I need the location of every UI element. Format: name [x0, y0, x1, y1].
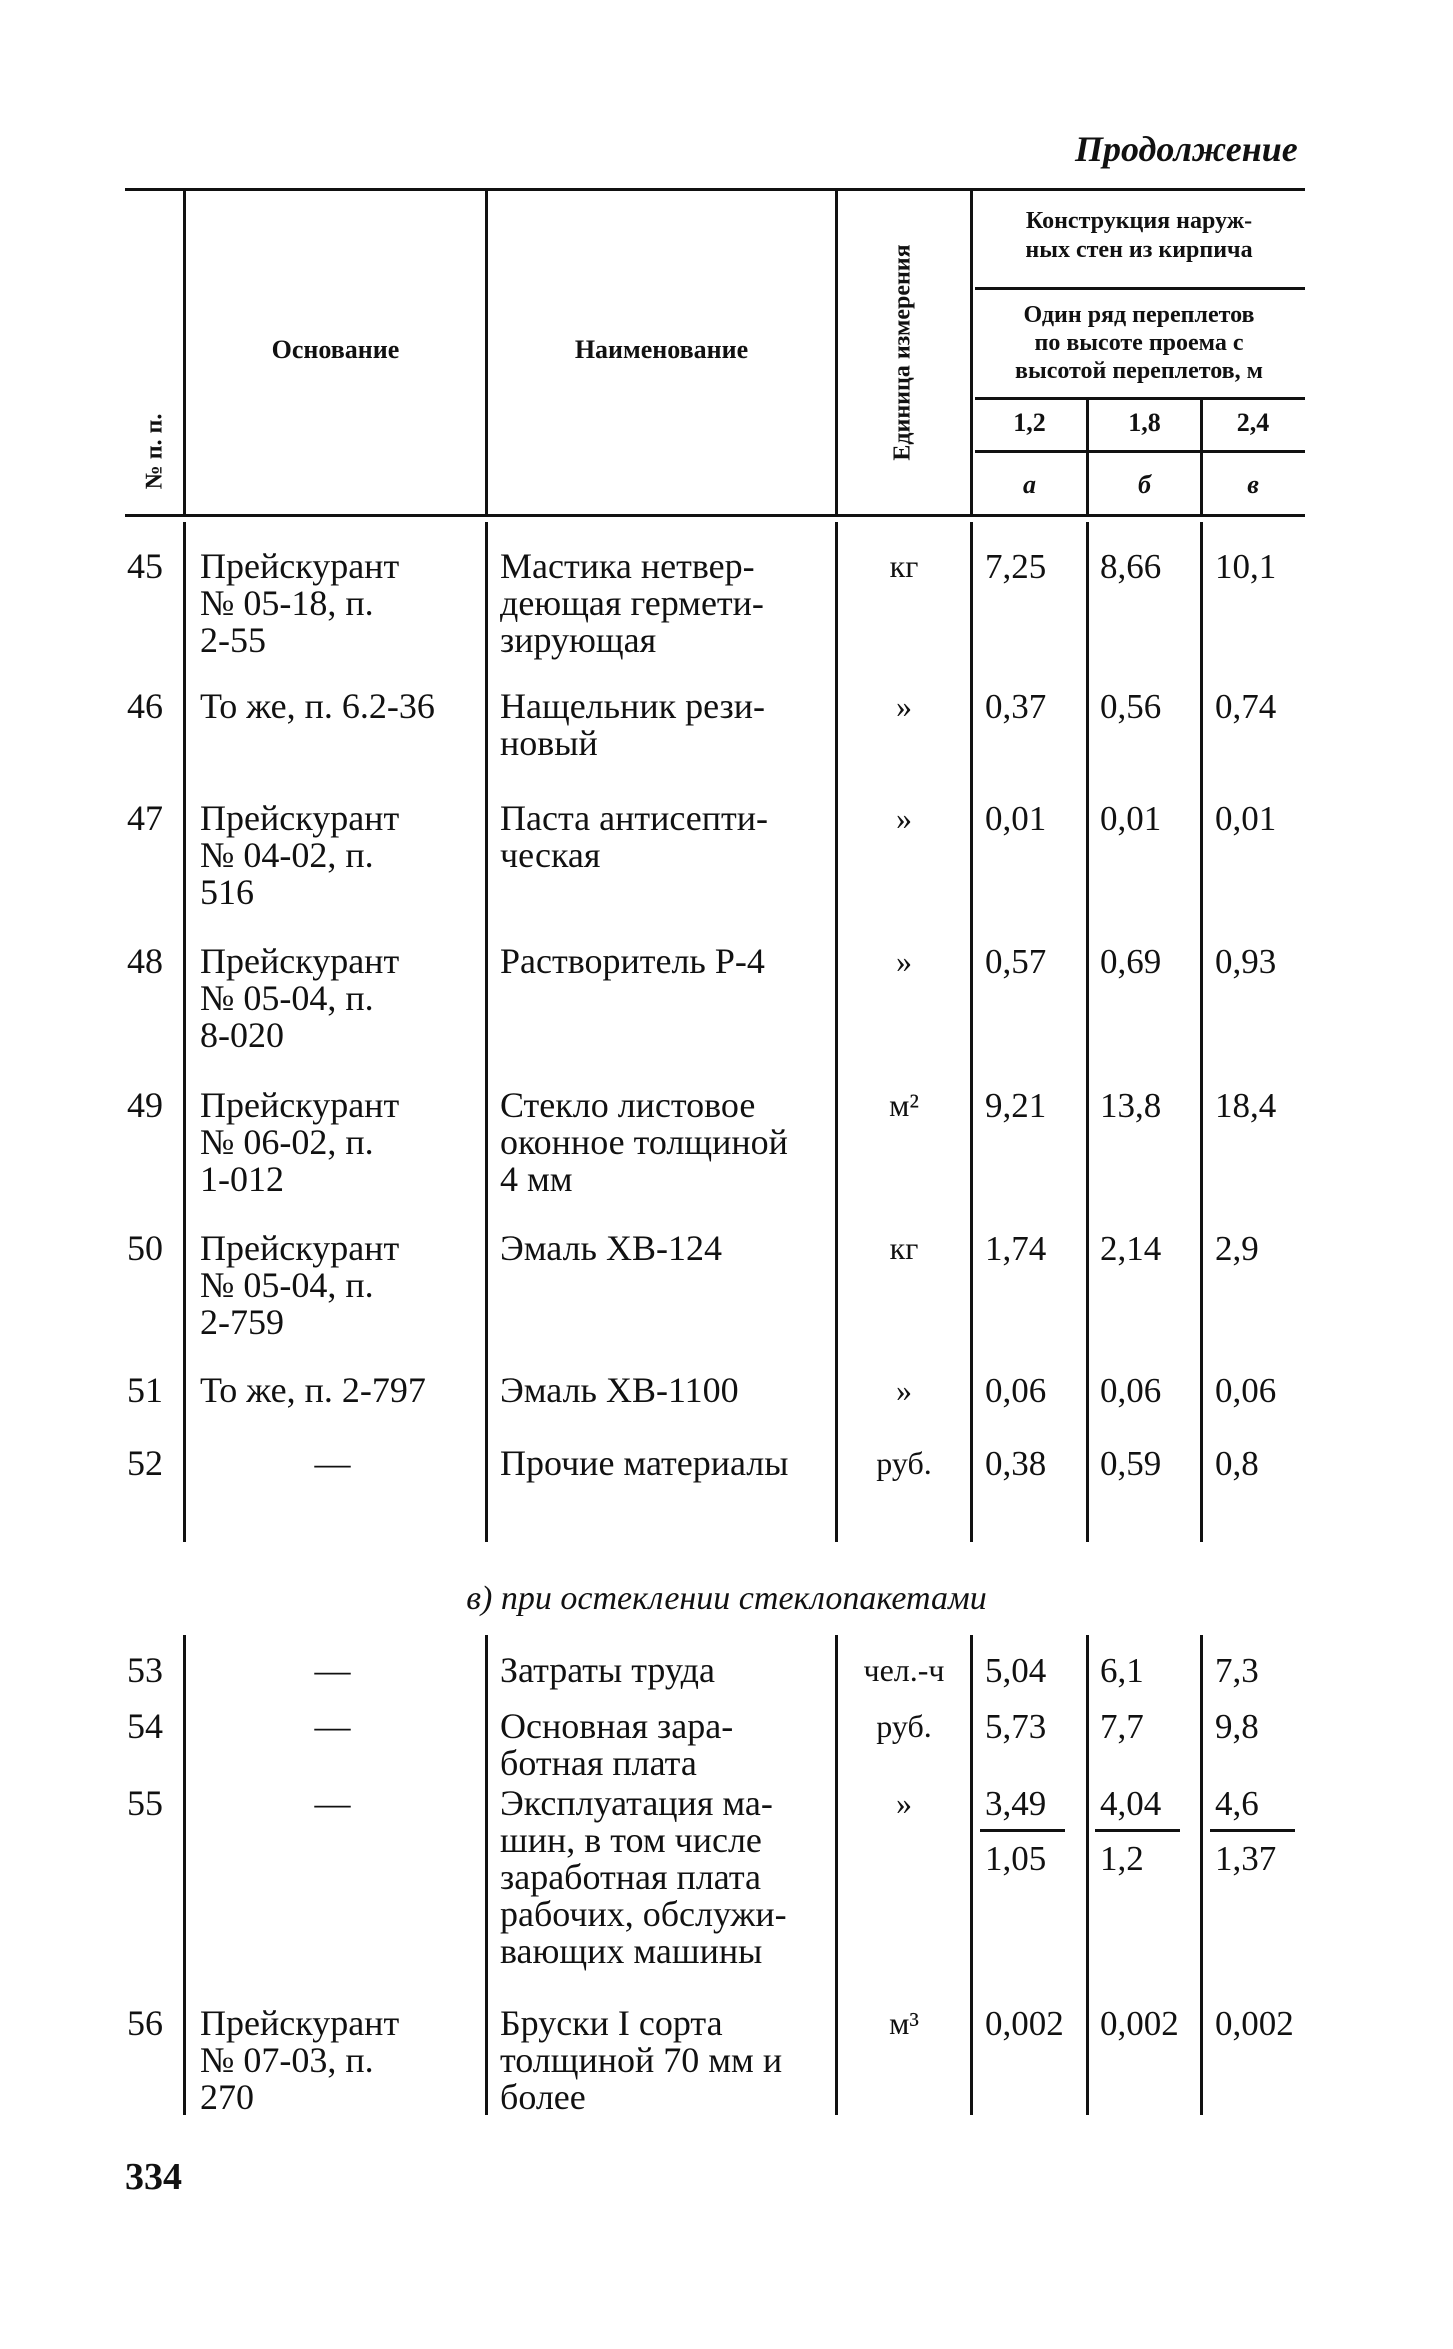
row-col-a: 0,38	[985, 1444, 1047, 1483]
body-vline-2	[485, 522, 488, 1542]
body2-vline-3	[835, 1635, 838, 2115]
glazing-row-col-b: 0,002	[1100, 2004, 1179, 2043]
row-basis: Прейскурант № 05-04, п. 8-020	[200, 941, 400, 1055]
row-col-c: 0,8	[1215, 1444, 1259, 1483]
row-num: 50	[127, 1228, 163, 1268]
fraction-bar	[1210, 1829, 1295, 1832]
row-basis: —	[314, 1443, 351, 1483]
header-c2: б	[1138, 470, 1151, 499]
glazing-row-num: 53	[127, 1650, 163, 1690]
glazing-row-col-c-sub: 1,37	[1215, 1839, 1277, 1878]
glazing-row-unit: м³	[889, 2005, 919, 2041]
row-col-b: 8,66	[1100, 547, 1162, 586]
body-vline-6	[1200, 522, 1203, 1542]
glazing-row-basis: Прейскурант № 07-03, п. 270	[200, 2003, 400, 2117]
row-basis: Прейскурант № 05-18, п. 2-55	[200, 546, 400, 660]
header-row-desc: Один ряд переплетов по высоте проема с высотой переплетов, м	[1015, 302, 1263, 384]
row-col-c: 18,4	[1215, 1086, 1277, 1125]
header-rule-1	[975, 287, 1305, 290]
header-h3: 2,4	[1236, 408, 1270, 437]
body2-vline-2	[485, 1635, 488, 2115]
glazing-row-col-c: 0,002	[1215, 2004, 1294, 2043]
row-num: 48	[127, 941, 163, 981]
row-unit: »	[896, 1372, 912, 1408]
glazing-row-name: Бруски I сорта толщиной 70 мм и более	[500, 2003, 783, 2117]
row-col-b: 0,06	[1100, 1371, 1162, 1410]
row-col-c: 0,06	[1215, 1371, 1277, 1410]
row-basis: Прейскурант № 05-04, п. 2-759	[200, 1228, 400, 1342]
header-rule-3	[975, 450, 1305, 453]
row-col-c: 0,01	[1215, 799, 1277, 838]
row-col-a: 0,06	[985, 1371, 1047, 1410]
section-title: в) при остеклении стеклопакетами	[466, 1580, 987, 1617]
row-num: 51	[127, 1370, 163, 1410]
header-bottom-rule	[125, 514, 1305, 517]
row-num: 52	[127, 1443, 163, 1483]
row-col-a: 7,25	[985, 547, 1047, 586]
glazing-row-col-b: 7,7	[1100, 1707, 1144, 1746]
row-name: Эмаль ХВ-1100	[500, 1370, 739, 1410]
row-name: Стекло листовое оконное толщиной 4 мм	[500, 1085, 788, 1199]
row-unit: кг	[889, 548, 919, 584]
row-name: Нащельник рези- новый	[500, 686, 765, 763]
hdr-vline-3	[835, 188, 838, 514]
row-unit: кг	[889, 1230, 919, 1266]
glazing-row-col-a: 3,49	[985, 1784, 1047, 1823]
row-name: Мастика нетвер- деющая гермети- зирующая	[500, 546, 764, 660]
glazing-row-name: Затраты труда	[500, 1650, 715, 1690]
header-construction: Конструкция наруж- ных стен из кирпича	[1025, 208, 1253, 263]
body-vline-4	[970, 522, 973, 1542]
glazing-row-num: 55	[127, 1783, 163, 1823]
glazing-row-col-a: 0,002	[985, 2004, 1064, 2043]
header-rule-2	[975, 397, 1305, 400]
row-col-a: 0,01	[985, 799, 1047, 838]
row-basis: То же, п. 2-797	[200, 1370, 426, 1410]
body-vline-5	[1086, 522, 1089, 1542]
row-name: Растворитель Р-4	[500, 941, 765, 981]
glazing-row-col-a: 5,73	[985, 1707, 1047, 1746]
row-num: 45	[127, 546, 163, 586]
row-unit: »	[896, 688, 912, 724]
header-unit: Единица измерения	[889, 244, 916, 461]
header-num: № п. п.	[141, 413, 168, 490]
row-col-a: 1,74	[985, 1229, 1047, 1268]
glazing-row-name: Эксплуатация ма- шин, в том числе заработная плата рабочих, обслужи- вающих машины	[500, 1783, 787, 1971]
row-col-c: 0,93	[1215, 942, 1277, 981]
body2-vline-5	[1086, 1635, 1089, 2115]
row-col-b: 0,01	[1100, 799, 1162, 838]
row-col-b: 2,14	[1100, 1229, 1162, 1268]
row-num: 46	[127, 686, 163, 726]
row-unit: »	[896, 943, 912, 979]
row-num: 49	[127, 1085, 163, 1125]
glazing-row-num: 54	[127, 1706, 163, 1746]
row-basis: Прейскурант № 04-02, п. 516	[200, 798, 400, 912]
row-unit: руб.	[876, 1445, 932, 1481]
row-name: Прочие материалы	[500, 1443, 789, 1483]
glazing-row-basis: —	[314, 1706, 351, 1746]
row-col-a: 0,57	[985, 942, 1047, 981]
row-col-a: 9,21	[985, 1086, 1047, 1125]
glazing-row-name: Основная зара- ботная плата	[500, 1706, 734, 1783]
row-unit: м²	[889, 1087, 919, 1123]
glazing-row-col-b: 6,1	[1100, 1651, 1144, 1690]
row-unit: »	[896, 800, 912, 836]
header-h2: 1,8	[1128, 408, 1161, 437]
row-col-b: 0,69	[1100, 942, 1162, 981]
row-col-c: 0,74	[1215, 687, 1277, 726]
glazing-row-col-b: 4,04	[1100, 1784, 1162, 1823]
glazing-row-basis: —	[314, 1783, 351, 1823]
glazing-row-col-c: 9,8	[1215, 1707, 1259, 1746]
row-col-b: 13,8	[1100, 1086, 1162, 1125]
glazing-row-col-c: 4,6	[1215, 1784, 1259, 1823]
row-col-c: 10,1	[1215, 547, 1277, 586]
header-c3: в	[1247, 470, 1259, 499]
glazing-row-col-a: 5,04	[985, 1651, 1047, 1690]
continuation-title: Продолжение	[1075, 129, 1298, 169]
row-num: 47	[127, 798, 163, 838]
glazing-row-col-a-sub: 1,05	[985, 1839, 1047, 1878]
body2-vline-1	[183, 1635, 186, 2115]
row-col-b: 0,59	[1100, 1444, 1162, 1483]
row-basis: То же, п. 6.2-36	[200, 686, 435, 726]
row-name: Эмаль ХВ-124	[500, 1228, 722, 1268]
glazing-row-num: 56	[127, 2003, 163, 2043]
glazing-row-basis: —	[314, 1650, 351, 1690]
row-name: Паста антисепти- ческая	[500, 798, 768, 875]
row-col-b: 0,56	[1100, 687, 1162, 726]
table-top-rule	[125, 188, 1305, 191]
glazing-row-unit: чел.-ч	[863, 1652, 945, 1688]
header-basis: Основание	[271, 335, 400, 364]
header-h1: 1,2	[1013, 408, 1046, 437]
fraction-bar	[1095, 1829, 1180, 1832]
glazing-row-unit: руб.	[876, 1708, 932, 1744]
page-number: 334	[125, 2156, 182, 2198]
row-col-c: 2,9	[1215, 1229, 1259, 1268]
body-vline-1	[183, 522, 186, 1542]
row-col-a: 0,37	[985, 687, 1047, 726]
header-c1: а	[1023, 470, 1036, 499]
header-name: Наименование	[574, 335, 749, 364]
body2-vline-4	[970, 1635, 973, 2115]
glazing-row-col-b-sub: 1,2	[1100, 1839, 1144, 1878]
glazing-row-col-c: 7,3	[1215, 1651, 1259, 1690]
glazing-row-unit: »	[896, 1785, 912, 1821]
fraction-bar	[980, 1829, 1065, 1832]
row-basis: Прейскурант № 06-02, п. 1-012	[200, 1085, 400, 1199]
body2-vline-6	[1200, 1635, 1203, 2115]
